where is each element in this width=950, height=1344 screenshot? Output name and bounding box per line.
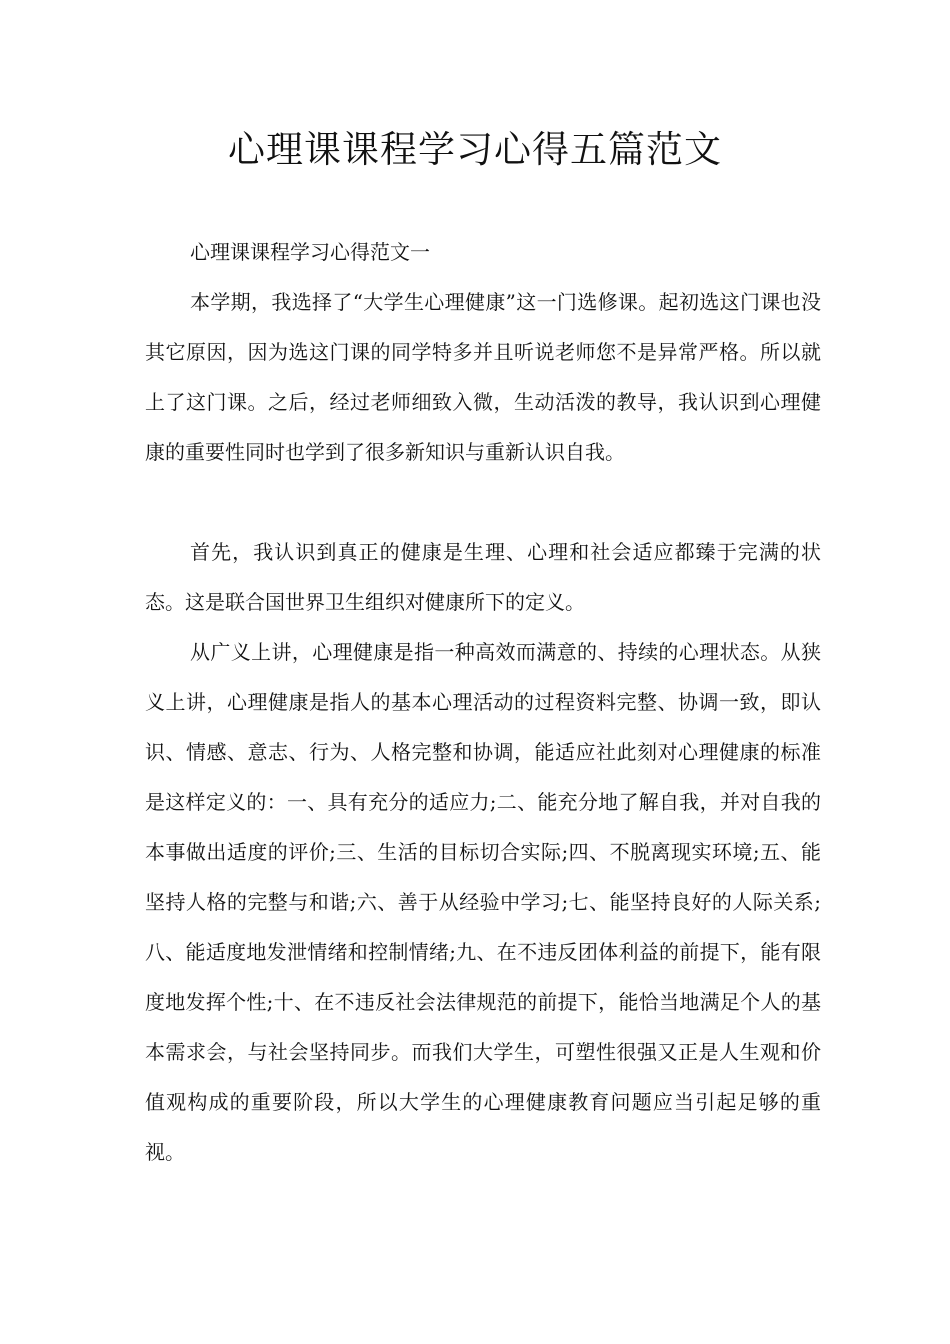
- paragraph-3: 从广义上讲，心理健康是指一种高效而满意的、持续的心理状态。从狭义上讲，心理健康是指人的基本心理活动的过程资料完整、协调一致，即认识、情感、意志、行为、人格完整和协调，能适应社此刻对心理健康的标准是这样定义的：一、具有充分的适应力;二、能充分地了解自我，并对自我的本事做出适度的评价;三、生活的目标切合实际;四、不脱离现实环境;五、能坚持人格的完整与和谐;六、善于从经验中学习;七、能坚持良好的人际关系;八、能适度地发泄情绪和控制情绪;九、在不违反团体利益的前提下，能有限度地发挥个性;十、在不违反社会法律规范的前提下，能恰当地满足个人的基本需求会，与社会坚持同步。而我们大学生，可塑性很强又正是人生观和价值观构成的重要阶段，所以大学生的心理健康教育问题应当引起足够的重视。: [145, 640, 821, 1164]
- paragraph-2: 首先，我认识到真正的健康是生理、心理和社会适应都臻于完满的状态。这是联合国世界卫生组织对健康所下的定义。: [145, 540, 821, 614]
- paragraph-1: 本学期，我选择了“大学生心理健康”这一门选修课。起初选这门课也没其它原因，因为选这门课的同学特多并且听说老师您不是异常严格。所以就上了这门课。之后，经过老师细致入微，生动活泼的教导，我认识到心理健康的重要性同时也学到了很多新知识与重新认识自我。: [145, 290, 821, 464]
- section-heading: 心理课课程学习心得范文一: [190, 240, 430, 264]
- document-title: 心理课课程学习心得五篇范文: [228, 128, 722, 171]
